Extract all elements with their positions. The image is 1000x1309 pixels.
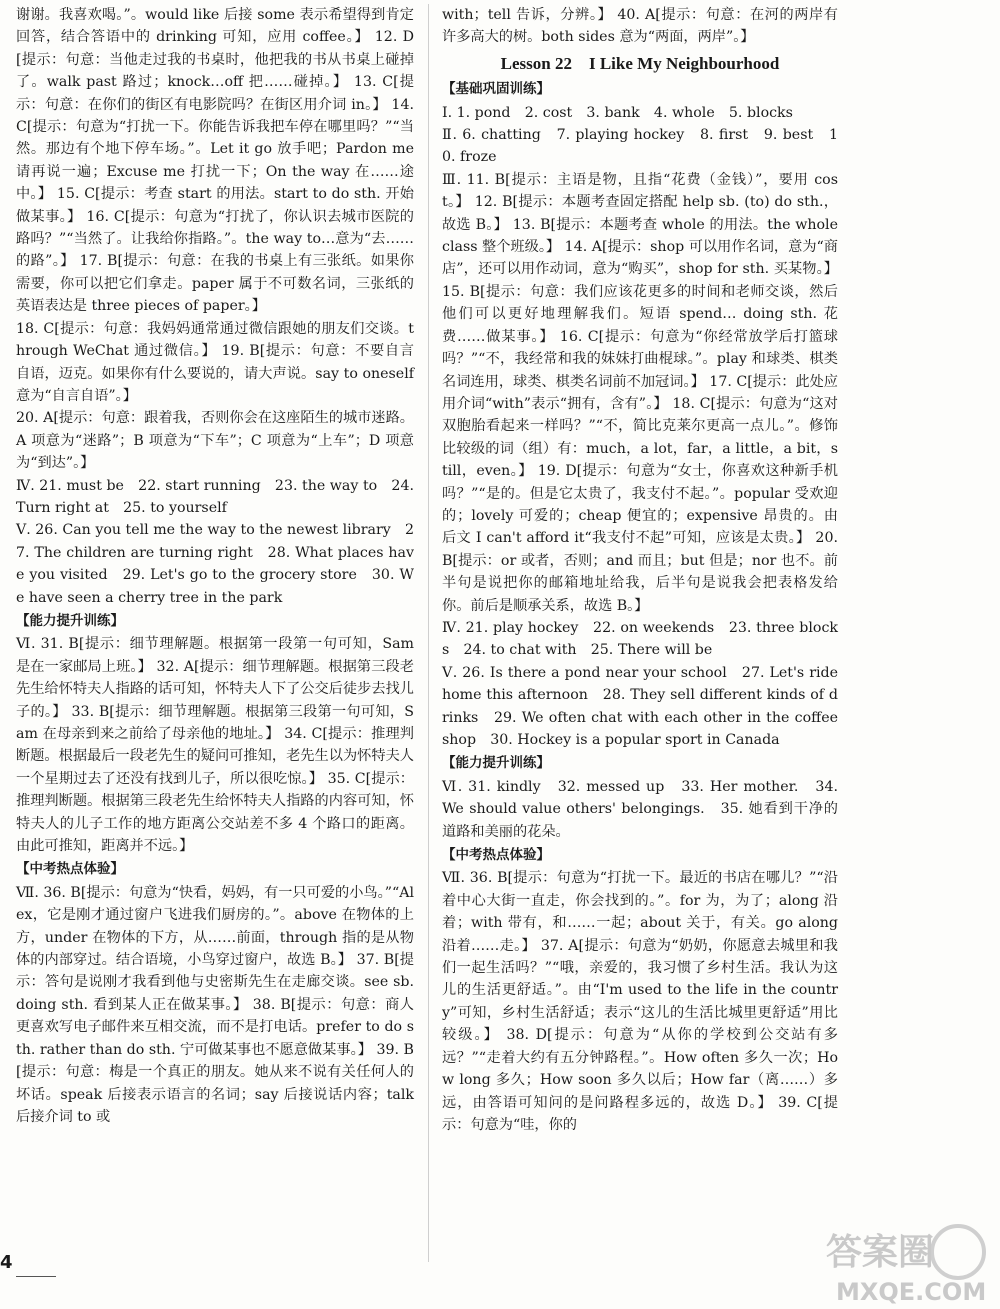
watermark-logo (818, 1222, 990, 1306)
right-answer-paragraph: with；tell 告诉，分辨。】 40. A[提示：句意：在河的两岸有许多高大的树。both sides 意为“两面，两岸”。】 (442, 7, 838, 46)
left-answer-paragraph: Ⅴ. 26. Can you tell me the way to the newest library 27. The children are turning right 28. What places have you visited 29. Let's go to the grocery store 30. We have seen a cherry tree in the park (16, 522, 414, 606)
right-answer-paragraph: Ⅱ. 6. chatting 7. playing hockey 8. first 9. best 10. froze (442, 127, 838, 166)
right-answer-paragraph: Ⅶ. 36. B[提示：句意为“打扰一下。最近的书店在哪儿？”“沿着中心大街一直走，你会找到的。”。for 为，为了；along 沿着；with 带有，和……一起；about 关于，有关。go along 沿着……走。】 37. A[提示：句意为“奶奶，你愿意去城里和我们一起生活吗？”“哦，亲爱的，我习惯了乡村生活。我认为这儿的生活更舒适。”。由“I'm used to the life in the country”可知，乡村生活舒适；表示“这儿的生活比城里更舒适”用比较级。】 38. D[提示：句意为“从你的学校到公交站有多远？”“走着大约有五分钟路程。”。How often 多久一次；How long 多久；How soon 多久以后；How far（离……）多远，由答语可知问的是问路程多远的，故选 D。】 39. C[提示：句意为“哇，你的 (442, 870, 838, 1133)
left-section-heading: 【能力提升训练】 (16, 612, 124, 629)
left-answer-paragraph: 谢谢。我喜欢喝。”。would like 后接 some 表示希望得到肯定回答，结合答语中的 drinking 可知，应用 coffee。】 12. D[提示：句意：当他走过我的书桌时，他把我的书从书桌上碰掉了。walk past 路过；knock…off 把……碰掉。】 13. C[提示：句意：在你们的街区有电影院吗？在街区用介词 in。】 14. C[提示：句意为“打扰一下。你能告诉我把车停在哪里吗？”“当然。那边有个地下停车场。”。Let it go 放手吧；Pardon me 请再说一遍；Excuse me 打扰一下；On the way 在……途中。】 15. C[提示：考查 start 的用法。start to do sth. 开始做某事。】 16. C[提示：句意为“打扰了，你认识去城市医院的路吗？”“当然了。让我给你指路。”。the way to…意为“去……的路”。】 17. B[提示：句意：在我的书桌上有三张纸。如果你需要，你可以把它们拿走。paper 属于不可数名词，三张纸的英语表达是 three pieces of paper。】 (16, 7, 414, 315)
right-section-heading: 【能力提升训练】 (442, 755, 550, 772)
left-answer-paragraph: 18. C[提示：句意：我妈妈通常通过微信跟她的朋友们交谈。through WeChat 通过微信。】 19. B[提示：句意：不要自言自语，迈克。如果你有什么要说的，请大声说。say to oneself 意为“自言自语”。】 (16, 320, 414, 404)
page-number-rule (16, 1276, 56, 1277)
left-answer-paragraph: Ⅶ. 36. B[提示：句意为“快看，妈妈，有一只可爱的小鸟。”“Alex，它是刚才通过窗户飞进我们厨房的。”。above 在物体的上方，under 在物体的下方，从……前面，through 指的是从物体的内部穿过。结合语境，小鸟穿过窗户，故选 B。】 37. B[提示：答句是说刚才我看到他与史密斯先生在走廊交谈。see sb. doing sth. 看到某人正在做某事。】 38. B[提示：句意：商人更喜欢写电子邮件来互相交流，而不是打电话。prefer to do sth. rather than do sth. 宁可做某事也不愿意做某事。】 39. B[提示：句意：梅是一个真正的朋友。她从来不说有关任何人的坏话。speak 后接表示语言的名词；say 后接说话内容；talk 后接介词 to 或 (16, 884, 414, 1125)
right-answer-paragraph: Ⅴ. 26. Is there a pond near your school 27. Let's ride home this afternoon 28. They sell different kinds of drinks 29. We often chat with each other in the coffee shop 30. Hockey is a popular sport in Canada (442, 664, 838, 748)
right-column (442, 4, 838, 1136)
page-number: 4 (0, 1252, 13, 1273)
left-answer-paragraph: Ⅵ. 31. B[提示：细节理解题。根据第一段第一句可知，Sam 是在一家邮局上班。】 32. A[提示：细节理解题。根据第三段老先生给怀特夫人指路的话可知，怀特夫人下了公交后徒步去找儿子的。】 33. B[提示：细节理解题。根据第三段第一句可知，Sam 在母亲到来之前给了母亲他的地址。】 34. C[提示：推理判断题。根据最后一段老先生的疑问可推知，老先生以为怀特夫人一个星期过去了还没有找到儿子，所以很吃惊。】 35. C[提示：推理判断题。根据第三段老先生给怀特夫人指路的内容可知，怀特夫人的儿子工作的地方距离公交站差不多 4 个路口的距离。由此可推知，距离并不远。】 (16, 636, 414, 855)
left-answer-paragraph: Ⅳ. 21. must be 22. start running 23. the way to 24. Turn right at 25. to yourself (16, 477, 414, 516)
svg-text:答案圈: 答案圈 (826, 1232, 935, 1273)
right-section-heading: 【基础巩固训练】 (442, 81, 550, 98)
right-answer-paragraph: Ⅳ. 21. play hockey 22. on weekends 23. three blocks 24. to chat with 25. There will be (442, 619, 838, 659)
column-divider (428, 4, 429, 1262)
left-answer-paragraph: 20. A[提示：句意：跟着我，否则你会在这座陌生的城市迷路。A 项意为“迷路”；B 项意为“下车”；C 项意为“上车”；D 项意为“到达”。】 (16, 410, 414, 472)
right-answer-paragraph: Ⅰ. 1. pond 2. cost 3. bank 4. whole 5. blocks (442, 104, 793, 121)
left-column (16, 4, 414, 1128)
right-answer-paragraph: Ⅵ. 31. kindly 32. messed up 33. Her mother. 34. We should value others' belongings. 35. 她看到干净的道路和美丽的花朵。 (442, 778, 838, 840)
right-lesson-title: Lesson 22 I Like My Neighbourhood (500, 53, 780, 73)
right-answer-paragraph: Ⅲ. 11. B[提示：主语是物，且指“花费（金钱）”，要用 cost。】 12. B[提示：本题考查固定搭配 help sb. (to) do sth.，故选 B。】 13. B[提示：本题考查 whole 的用法。the whole class 整个班级。】 14. A[提示：shop 可以用作名词，意为“商店”，还可以用作动词，意为“购买”，shop for sth. 买某物。】 15. B[提示：句意：我们应该花更多的时间和老师交谈，然后他们可以更好地理解我们。短语 spend… doing sth. 花费……做某事。】 16. C[提示：句意为“你经常放学后打篮球吗？”“不，我经常和我的妹妹打曲棍球。”。play 和球类、棋类名词连用，球类、棋类名词前不加冠词。】 17. C[提示：此处应用介词“with”表示“拥有，含有”。】 18. C[提示：句意为“这对双胞胎看起来一样吗？”“不，简比克莱尔更高一点儿。”。修饰比较级的词（组）有：much，a lot，far，a little，a bit，still，even。】 19. D[提示：句意为“女士，你喜欢这种新手机吗？”“是的。但是它太贵了，我支付不起。”。popular 受欢迎的；lovely 可爱的；cheap 便宜的；expensive 昂贵的。由后文 I can't afford it“我支付不起”可知，应该是太贵。】 20. B[提示：or 或者，否则；and 而且；but 但是；nor 也不。前半句是说把你的邮箱地址给我，后半句是说我会把表格发给你。前后是顺承关系，故选 B。】 (442, 171, 838, 614)
right-section-heading: 【中考热点体验】 (442, 847, 550, 864)
svg-text:MXQE.COM: MXQE.COM (836, 1278, 987, 1306)
left-section-heading: 【中考热点体验】 (16, 861, 124, 878)
